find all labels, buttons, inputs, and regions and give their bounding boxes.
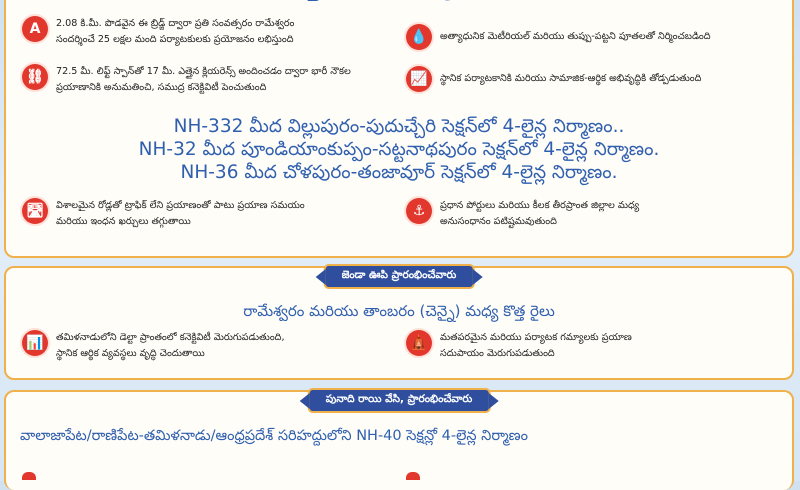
info-text-line: మతపరమైన మరియు పర్యాటక గమ్యాలకు ప్రయాణ — [440, 332, 632, 343]
panel-nh40 — [4, 390, 794, 490]
temple-icon: 🛕 — [406, 330, 432, 356]
benefit-item-travel-time — [22, 198, 305, 230]
info-text-line: తమిళనాడులోని డెల్టా ప్రాంతంలో కనెక్టివిటీ మెరుగుపడుతుంది, — [56, 332, 285, 343]
info-text-line: స్థానిక ఆర్థిక వ్యవస్థలు వృద్ధి చెందుతాయి — [56, 348, 205, 359]
info-text-line: సదుపాయం మెరుగుపడుతుంది — [440, 348, 555, 359]
nh40-title: వాలాజాపేట/రాణిపేట-తమిళనాడు/ఆంధ్రప్రదేశ్ సరిహద్దులోని NH-40 సెక్షన్లో 4-లైన్ల నిర్మాణం — [20, 428, 528, 444]
benefit-text-line: అనుసంధానం పటిష్టమవుతుంది — [440, 216, 557, 227]
info-item-bridge-length — [22, 16, 294, 48]
benefit-text-line: విశాలమైన రోడ్లతో ట్రాఫిక్ లేని ప్రయాణంతో పాటు ప్రయాణ సమయం — [56, 200, 305, 211]
highway-line-nh36: NH-36 మీద చోళపురం-తంజావూర్ సెక్షన్‌లో 4-లైన్ల నిర్మాణం. — [180, 162, 618, 183]
benefit-text-line: ప్రధాన పోర్టులు మరియు కీలక తీరప్రాంత జిల్లాల మధ్య — [440, 200, 640, 211]
train-title: రామేశ్వరం మరియు తాంబరం (చెన్నై) మధ్య కొత్త రైలు — [243, 302, 555, 320]
highway-line-nh32: NH-32 మీద పూండియాంకుప్పం-సట్టనాథపురం సెక్షన్‌లో 4-లైన్ల నిర్మాణం. — [138, 139, 660, 160]
port-icon: ⚓ — [406, 198, 432, 224]
partial-icon — [406, 472, 420, 480]
info-text-line: అత్యాధునిక మెటీరియల్ మరియు తుప్పు-పట్టని పూతలతో నిర్మించబడింది — [440, 31, 711, 42]
info-item-religious-tourism — [406, 330, 632, 362]
highway-line-nh332: NH-332 మీద విల్లుపురం-పుదుచ్చేరి సెక్షన్‌లో 4-లైన్ల నిర్మాణం.. — [173, 116, 625, 137]
water-drop-icon: 💧 — [406, 24, 432, 50]
benefit-item-ports — [406, 198, 639, 230]
partial-icon — [22, 472, 36, 480]
panel-heading — [6, 0, 792, 5]
link-icon: ⛓ — [22, 64, 48, 90]
growth-chart-icon: 📈 — [406, 66, 432, 92]
road-icon: 🛣 — [22, 198, 48, 224]
benefit-text-line: మరియు ఇంధన ఖర్చులు తగ్గుతాయి — [56, 216, 191, 227]
info-item-lift-span — [22, 64, 351, 96]
panel-pamban-bridge — [4, 0, 794, 258]
info-item-materials — [406, 24, 711, 50]
info-text-line: ప్రయాణానికి అనుమతించి, సముద్ర కనెక్టివిటీ పెంచుతుంది — [56, 82, 267, 93]
ribbon-foundation-stone: పునాది రాయి వేసి, ప్రారంభించేవారు — [310, 390, 489, 411]
info-item-delta-connectivity — [22, 330, 285, 362]
bar-chart-icon: 📊 — [22, 330, 48, 356]
info-text-line: 2.08 కి.మీ. పొడవైన ఈ బ్రిడ్జ్ ద్వారా ప్రతి సంవత్సరం రామేశ్వరం — [56, 18, 295, 29]
info-text-line: సందర్శించే 25 లక్షల మంది పర్యాటకులకు ప్రయోజనం లభిస్తుంది — [56, 34, 294, 45]
info-text-line: స్థానిక పర్యాటకానికి మరియు సామాజిక-ఆర్థిక అభివృద్ధికి తోడ్పడుతుంది — [440, 73, 702, 84]
info-text-line: 72.5 మీ. లిఫ్ట్ స్పాన్‌తో 17 మీ. ఎత్తైన క్లియరెన్స్ అందించడం ద్వారా భారీ నౌకల — [56, 66, 351, 77]
info-item-tourism — [406, 66, 701, 92]
panel-new-train — [4, 266, 794, 380]
a-letter-icon: A — [22, 16, 48, 42]
ribbon-flag-off: జెండా ఊపి ప్రారంభించేవారు — [326, 266, 473, 287]
